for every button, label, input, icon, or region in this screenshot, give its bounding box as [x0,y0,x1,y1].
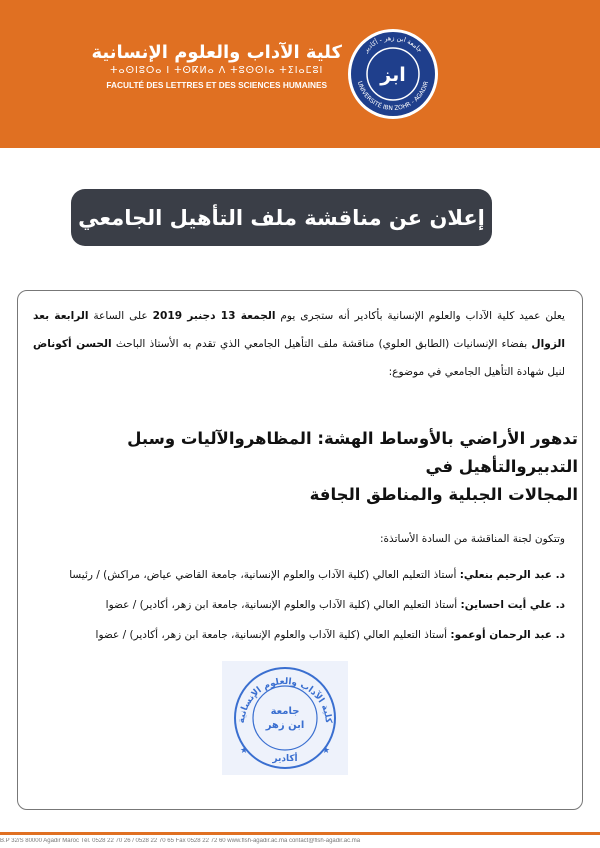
official-stamp [222,661,348,775]
header-band [0,0,600,148]
jury-member [96,629,565,641]
footer-divider [0,832,600,835]
svg-text:ابز: ابز [380,64,406,86]
jury-member-role: أستاذ التعليم العالي (كلية الآداب والعلوم الإنسانية، جامعة ابن زهر، أكادير) / عضوا [105,599,458,611]
faculty-name-block [92,43,342,90]
jury-intro: وتتكون لجنة المناقشة من السادة الأساتذة: [380,533,565,545]
svg-text:★: ★ [321,746,331,756]
svg-text:أكادير: أكادير [272,754,298,764]
jury-member [69,569,565,581]
svg-text:جامعة: جامعة [270,706,300,717]
jury-member-role: أستاذ التعليم العالي (كلية الآداب والعلوم الإنسانية، جامعة ابن زهر، أكادير) / عضوا [95,629,448,641]
svg-text:ابن زهر: ابن زهر [265,720,305,731]
jury-member-name: د. عبد الرحمان أوعمو: [450,629,565,641]
jury-member [106,599,565,611]
svg-text:UNIVERSITÉ IBN ZOHR - AGADIR: UNIVERSITÉ IBN ZOHR - AGADIR [355,80,431,113]
announcement-title: إعلان عن مناقشة ملف التأهيل الجامعي [71,189,492,246]
svg-text:كلية الآداب والعلوم الإنسانية: كلية الآداب والعلوم الإنسانية [236,676,334,724]
footer-contact: B.P 32/S 80000 Agadir Maroc Tél. 0528 22 70 26 / 0528 22 70 65 Fax 0528 22 72 60 www.flsh-agadir.ac.ma contact@flsh-agadir.ac.ma [0,838,361,844]
jury-member-name: د. علي أيت احساين: [460,599,565,611]
university-logo [347,28,439,120]
thesis-title-line: المجالات الجبلية والمناطق الجافة [309,485,578,504]
faculty-name-arabic: كلية الآداب والعلوم الإنسانية [91,42,342,63]
faculty-name-tifinagh: ⵜⴰⵙⵏⵓⵔⴰ ⵏ ⵜⵙⴽⵍⴰ ⴷ ⵜⵓⵙⵙⵏⴰ ⵜⵉⵏⴰⵎⵓⵏ [110,65,324,76]
jury-member-name: د. عبد الرحيم بنعلي: [459,569,565,581]
announcement-text: يعلن عميد كلية الآداب والعلوم الإنسانية بأكادير أنه ستجرى يوم الجمعة 13 دجنبر 2019 على الساعة الرابعة بعد الزوال بفضاء الإنسانيات (الطابق العلوي) مناقشة ملف التأهيل الجامعي الذي تقدم به الأستاذ الباحث الحسن أكوناض لنيل شهادة التأهيل الجامعي في موضوع: [33,310,566,378]
svg-text:جامعة ابن زهر - أكادير: جامعة ابن زهر - أكادير [361,33,425,55]
thesis-title [22,425,578,509]
jury-member-role: أستاذ التعليم العالي (كلية الآداب والعلوم الإنسانية، جامعة القاضي عياض، مراكش) / رئيسا [69,569,457,581]
thesis-title-line: تدهور الأراضي بالأوساط الهشة: المظاهروالآليات وسبل التدبيروالتأهيل في [127,429,578,476]
svg-text:★: ★ [239,746,249,756]
faculty-name-french: FACULTÉ DES LETTRES ET DES SCIENCES HUMAINES [106,80,328,90]
